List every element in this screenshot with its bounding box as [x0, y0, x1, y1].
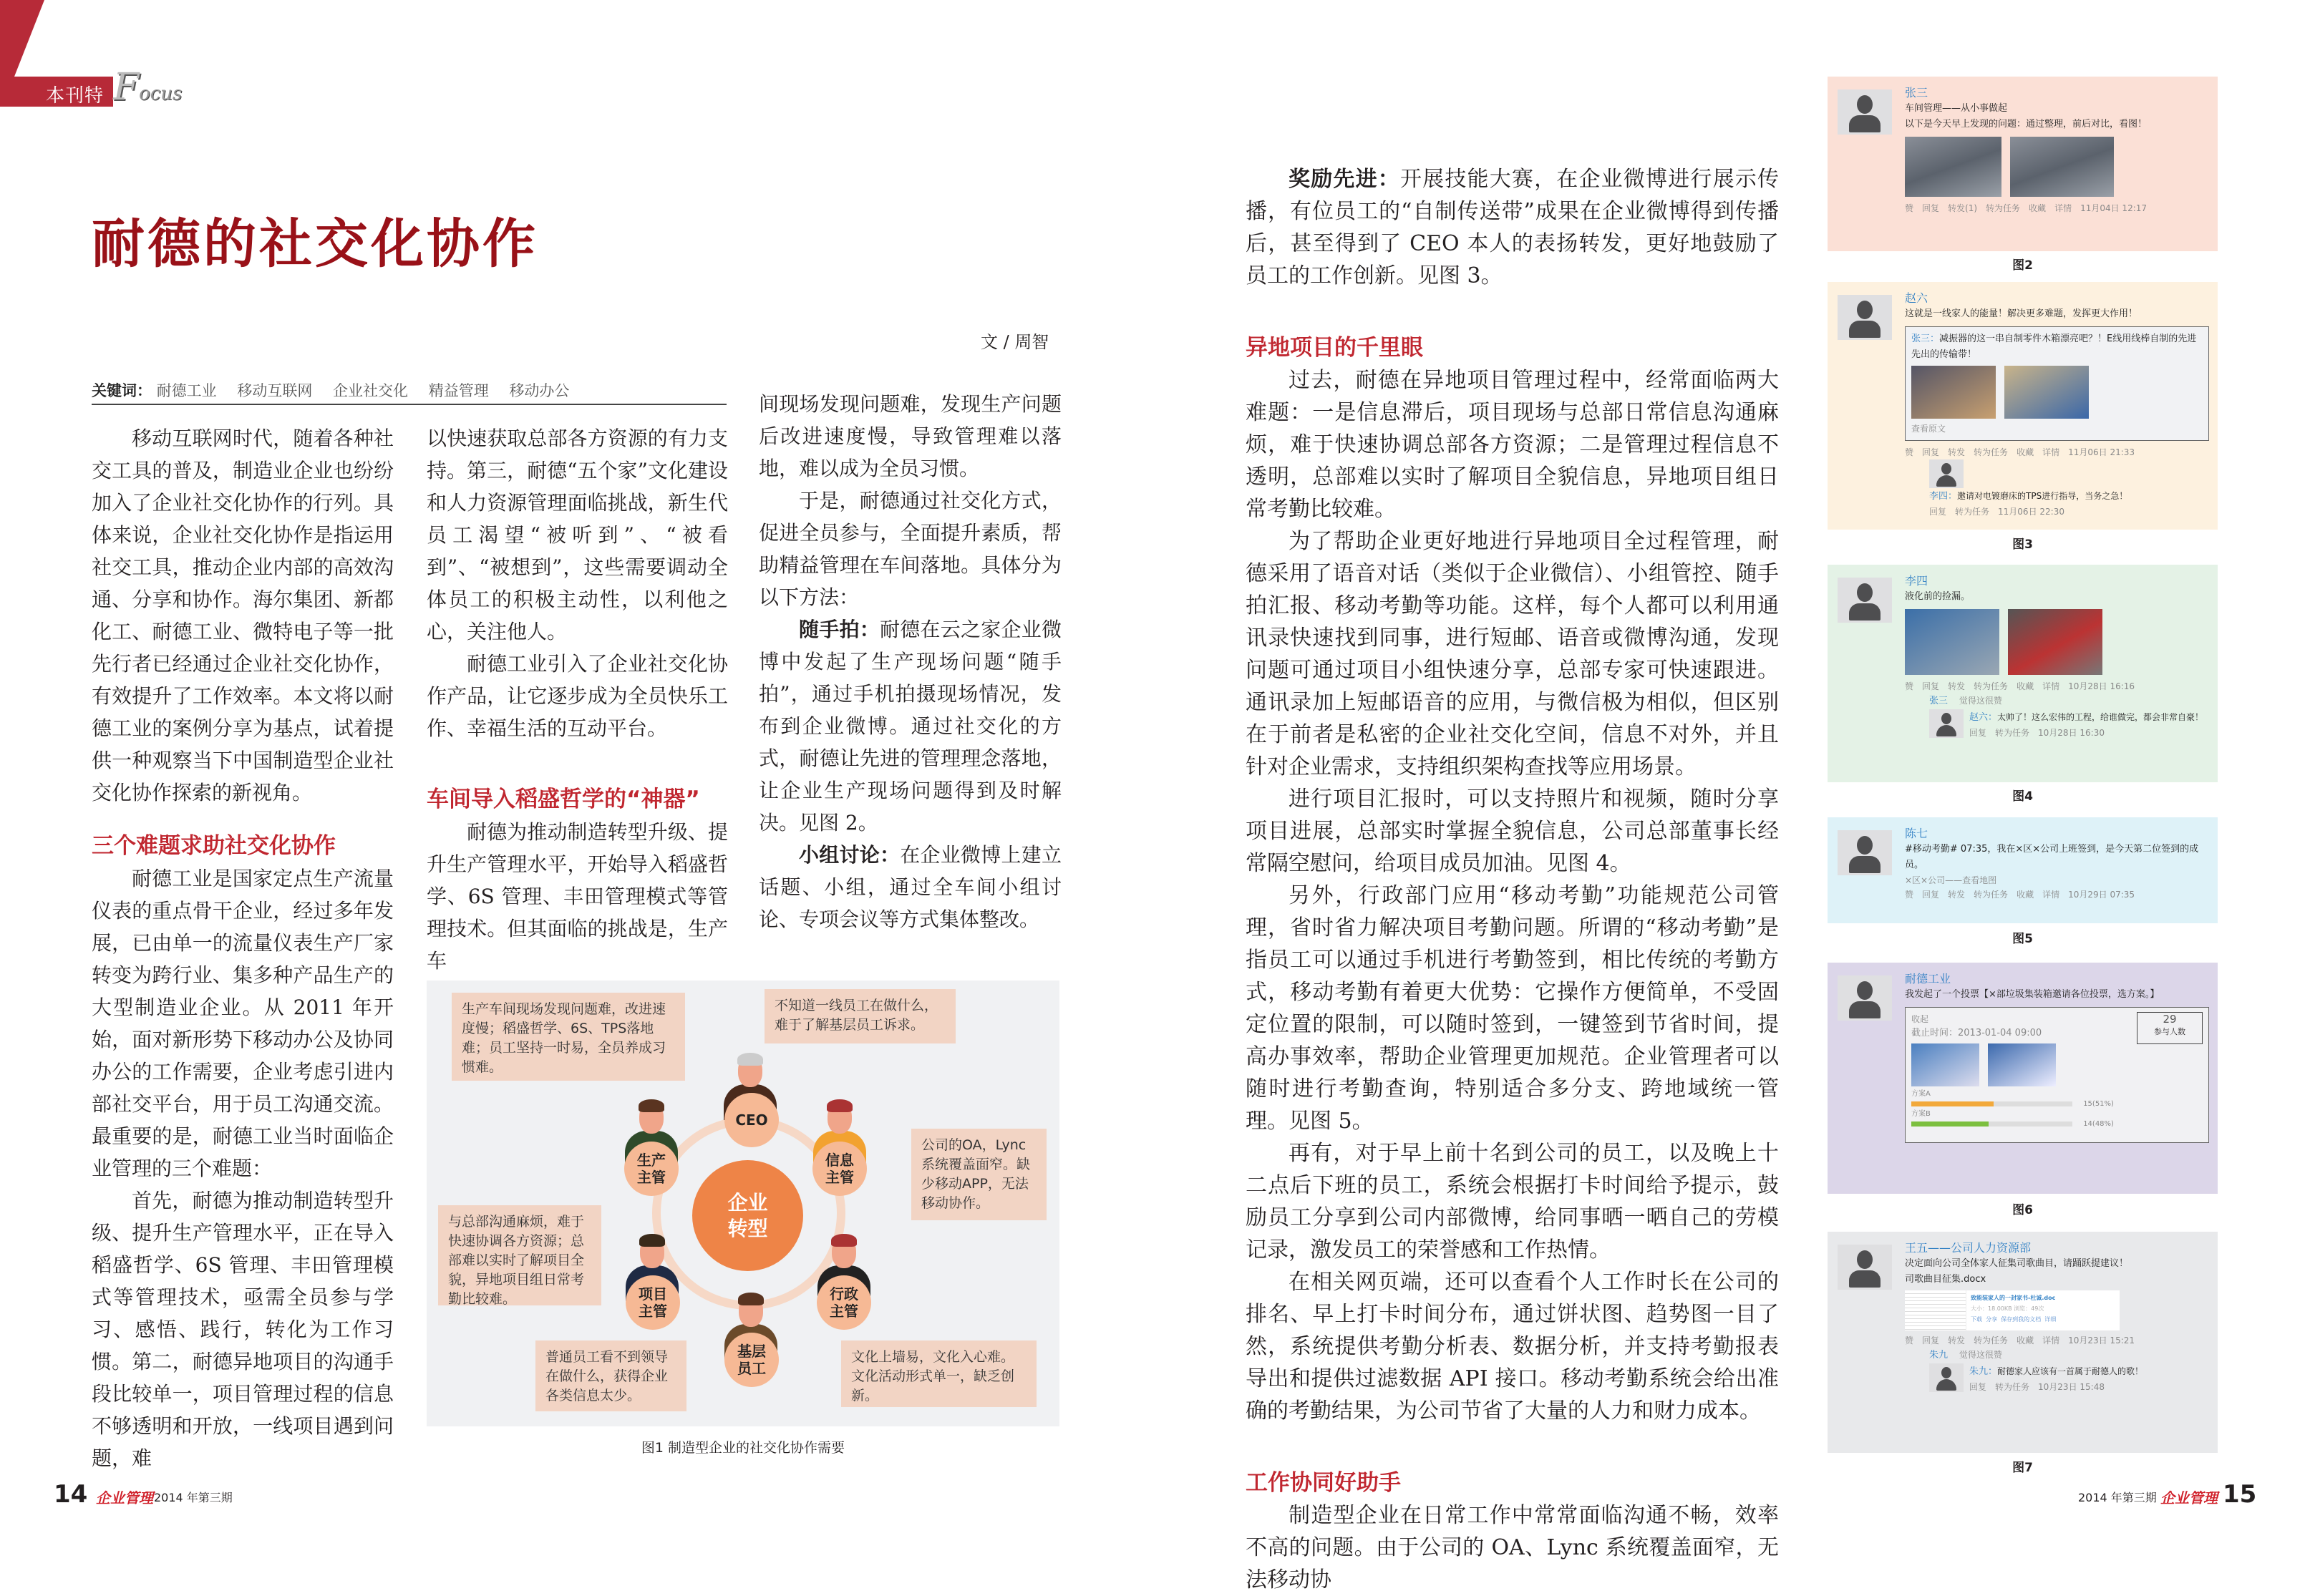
post-text: 我发起了一个投票【×部垃圾集装箱邀请各位投票，选方案。】 [1905, 989, 2160, 1000]
node-staff: 基层 员工 [724, 1333, 779, 1387]
column-1 [92, 422, 394, 1474]
like-link[interactable]: 赞 [1905, 203, 1914, 213]
reply-author[interactable]: 李四： [1929, 491, 1958, 502]
to-task-link[interactable]: 转为任务 [1974, 447, 2009, 457]
avatar [1838, 578, 1892, 623]
post-text: 以下是今天早上发现的问题：通过整理，前后对比，看图！ [1905, 119, 2148, 130]
post-text: 决定面向公司全体家人征集司歌曲目，请踊跃提建议！ [1905, 1258, 2129, 1269]
paragraph-text: 在企业微博上建立话题、小组，通过全车间小组讨论、专项会议等方式集体整改。 [759, 843, 1062, 931]
detail-link[interactable]: 详情 [2042, 890, 2060, 900]
reply-link[interactable]: 回复 [1922, 1335, 1940, 1346]
liked-text: 觉得这很赞 [1959, 1350, 2002, 1360]
column-3 [759, 388, 1062, 935]
photo[interactable] [1911, 1043, 1979, 1086]
callout-admin: 文化上墙易，文化入心难。文化活动形式单一，缺乏创新。 [841, 1340, 1037, 1407]
figure-2-post [1828, 77, 2218, 251]
paragraph: 首先，耐德为推动制造转型升级、提升生产管理水平，正在导入稻盛哲学、6S 管理、丰田管理模式等管理技术，亟需全员参与学习、感悟、践行，转化为工作习惯。第二，耐德异地项目的沟通手段比较单一，项目管理过程的信息不够透明和开放，一线项目遇到问题，难 [92, 1189, 394, 1470]
paragraph: 间现场发现问题难，发现生产问题后改进速度慢，导致管理难以落地，难以成为全员习惯。 [759, 392, 1062, 480]
forward-link[interactable]: 转发 [1948, 1335, 1966, 1346]
figure-4-post [1828, 565, 2218, 782]
paragraph [1246, 163, 1779, 292]
to-task-link[interactable]: 转为任务 [1986, 203, 2021, 213]
favorite-link[interactable]: 收藏 [2017, 1335, 2034, 1346]
avatar [1838, 830, 1892, 875]
poll-option-label: 方案B [1911, 1110, 1931, 1118]
post-author[interactable]: 耐德工业 [1905, 972, 1951, 986]
column-2 [427, 422, 728, 977]
callout-staff: 普通员工看不到领导在做什么，获得企业各类信息太少。 [535, 1340, 686, 1411]
magazine-logo: 企业管理 [2160, 1489, 2218, 1507]
section-heading: 三个难题求助社交化协作 [92, 833, 336, 859]
right-column [1246, 163, 1779, 1596]
post-author[interactable]: 陈七 [1905, 827, 1928, 840]
reply-link[interactable]: 回复 [1922, 447, 1940, 457]
reply [1905, 709, 2209, 740]
article-title: 耐德的社交化协作 [92, 213, 538, 275]
poll-bar-fill [1911, 1101, 1994, 1106]
liker-name[interactable]: 张三 [1929, 696, 1949, 706]
post-text: 液化前的捡漏。 [1905, 591, 1971, 602]
forward-link[interactable]: 转发 [1948, 447, 1966, 457]
avatar [1929, 459, 1964, 488]
like-link[interactable]: 赞 [1905, 447, 1914, 457]
figure-label: 图2 [2012, 258, 2033, 273]
paragraph-text: 耐德在云之家企业微博中发起了生产现场问题“随手拍”，通过手机拍摄现场情况，发布到企业微博。通过社交化的方式，耐德让先进的管理理念落地，让企业生产现场问题得到及时解决。见图 2。 [759, 618, 1062, 835]
post-actions [1905, 1333, 2209, 1348]
timestamp: 10月23日 15:21 [2068, 1335, 2135, 1346]
avatar [1838, 89, 1892, 135]
download-link[interactable]: 下载 [1971, 1316, 1982, 1323]
avatar [1838, 1245, 1892, 1290]
timestamp: 10月28日 16:16 [2068, 681, 2135, 691]
details-link[interactable]: 详细 [2044, 1316, 2057, 1323]
location-link[interactable]: ×区×公司——查看地图 [1905, 875, 1997, 885]
detail-link[interactable]: 详情 [2042, 447, 2060, 457]
callout-production: 生产车间现场发现问题难，改进速度慢；稻盛哲学、6S、TPS落地难；员工坚持一时易，全员养成习惯难。 [452, 993, 685, 1081]
save-link[interactable]: 保存到我的文档 [2001, 1316, 2042, 1323]
keyword: 精益管理 [428, 382, 489, 399]
magazine-logo: 企业管理 [96, 1489, 153, 1507]
forward-link[interactable]: 转发(1) [1948, 203, 1978, 213]
participant-count: 29 参与人数 [2137, 1012, 2203, 1044]
like-link[interactable]: 赞 [1905, 1335, 1914, 1346]
post-author[interactable]: 王五——公司人力资源部 [1905, 1241, 2032, 1255]
paragraph: 再有，对于早上前十名到公司的员工，以及晚上十二点后下班的员工，系统会根据打卡时间给予提示，鼓励员工分享到公司内部微博，给同事晒一晒自己的劳模记录，激发员工的荣誉感和工作热情。 [1246, 1141, 1779, 1262]
favorite-link[interactable]: 收藏 [2017, 890, 2034, 900]
callout-project: 与总部沟通麻烦，难于快速协调各方资源；总部难以实时了解项目全貌，异地项目组日常考勤比较难。 [438, 1205, 601, 1305]
paragraph: 为了帮助企业更好地进行异地项目全过程管理，耐德采用了语音对话（类似于企业微信）、小组管控、随手拍汇报、移动考勤等功能。这样，每个人都可以利用通讯录快速找到同事，进行短邮、语音或微博沟通，发现问题可通过项目小组快速分享，总部专家可快速跟进。通讯录加上短邮语音的应用，与微信极为相似，但区别在于前者是私密的企业社交化空间，信息不对外，并且针对企业需求，支持组织架构查找等应用场景。 [1246, 529, 1779, 779]
post-author[interactable]: 张三 [1905, 86, 1928, 99]
post-text: #移动考勤# 07:35，我在×区×公司上班签到，是今天第二位签到的成员。 [1905, 844, 2199, 870]
like-link[interactable]: 赞 [1905, 890, 1914, 900]
page-number-left: 14 [54, 1480, 88, 1509]
reply-link[interactable]: 回复 [1922, 203, 1940, 213]
figure-label: 图6 [2012, 1203, 2033, 1217]
favorite-link[interactable]: 收藏 [2017, 447, 2034, 457]
paragraph: 耐德工业是国家定点生产流量仪表的重点骨干企业，经过多年发展，已由单一的流量仪表生产厂家转变为跨行业、集多种产品生产的大型制造业企业。从 2011 年开始，面对新形势下移动办公及协同办公的工作需要，企业考虑引进内部社交平台，用于员工沟通交流。最重要的是，耐德工业当时面临企业管理的三个难题： [92, 867, 394, 1180]
node-info-manager: 信息 主管 [812, 1142, 867, 1196]
to-task-link[interactable]: 转为任务 [1974, 681, 2009, 691]
figure-label: 图3 [2012, 537, 2033, 552]
photo[interactable] [1905, 609, 1999, 675]
poll-bar-fill [1911, 1121, 1989, 1127]
detail-link[interactable]: 详情 [2042, 1335, 2060, 1346]
keywords-label: 关键词： [92, 382, 152, 399]
detail-link[interactable]: 详情 [2054, 203, 2072, 213]
callout-ceo: 不知道一线员工在做什么，难于了解基层员工诉求。 [765, 989, 956, 1043]
paragraph [759, 839, 1062, 935]
timestamp: 10月29日 07:35 [2068, 890, 2135, 900]
timestamp: 11月06日 21:33 [2068, 447, 2135, 457]
reply-link[interactable]: 回复 [1969, 1382, 1987, 1392]
figure-label: 图4 [2012, 789, 2033, 804]
figure-3-post [1828, 282, 2218, 530]
issue-label: 2014 年第三期 [154, 1491, 233, 1504]
paragraph: 进行项目汇报时，可以支持照片和视频，随时分享项目进展，总部实时掌握全貌信息，公司总部董事长经常隔空慰问，给项目成员加油。见图 4。 [1246, 787, 1779, 876]
quoted-author[interactable]: 张三： [1911, 334, 1940, 344]
bold-lead: 小组讨论： [799, 843, 901, 867]
reply [1905, 459, 2209, 519]
issue-label: 2014 年第三期 [2078, 1491, 2157, 1504]
avatar [1929, 709, 1964, 738]
post-actions [1905, 201, 2209, 215]
detail-link[interactable]: 详情 [2042, 681, 2060, 691]
reply-link[interactable]: 回复 [1922, 681, 1940, 691]
bold-lead: 奖励先进： [1289, 167, 1400, 192]
photo[interactable] [2010, 137, 2114, 197]
timestamp: 10月23日 15:48 [2038, 1382, 2105, 1392]
collapse-link[interactable]: 收起 [1911, 1014, 1929, 1024]
photo[interactable] [1988, 1043, 2056, 1086]
to-task-link[interactable]: 转为任务 [1995, 728, 2030, 738]
to-task-link[interactable]: 转为任务 [1955, 507, 1990, 517]
paragraph: 于是，耐德通过社交化方式，促进全员参与，全面提升素质，帮助精益管理在车间落地。具体分为以下方法： [759, 489, 1062, 609]
photo[interactable] [2004, 366, 2089, 419]
section-label: 本刊特稿 [0, 77, 113, 107]
document-meta: 大小：18.00KB 浏览：49次 [1971, 1305, 2044, 1312]
paragraph [759, 613, 1062, 839]
forward-link[interactable]: 转发 [1948, 890, 1966, 900]
share-link[interactable]: 分享 [1986, 1316, 1998, 1323]
quoted-post [1905, 326, 2209, 441]
poll [1905, 1007, 2209, 1143]
post-author[interactable]: 赵六 [1905, 291, 1928, 305]
bold-lead: 随手拍： [799, 618, 880, 641]
focus-logo: Focus [113, 66, 183, 109]
node-admin-manager: 行政 主管 [817, 1275, 871, 1330]
figure-1-diagram [427, 981, 1059, 1426]
paragraph: 耐德为推动制造转型升级、提升生产管理水平，开始导入稻盛哲学、6S 管理、丰田管理模式等管理技术。但其面临的挑战是，生产车 [427, 820, 728, 973]
keyword: 移动互联网 [237, 382, 313, 399]
timestamp: 11月04日 12:17 [2080, 203, 2148, 213]
keyword: 企业社交化 [333, 382, 409, 399]
post-text: 车间管理——从小事做起 [1905, 103, 2008, 114]
reply-author[interactable]: 朱九： [1969, 1366, 1998, 1377]
reply-text: 邀请对电镀磨床的TPS进行指导，当务之急！ [1957, 491, 2128, 501]
post-author[interactable]: 李四 [1905, 574, 1928, 588]
paragraph: 移动互联网时代，随着各种社交工具的普及，制造业企业也纷纷加入了企业社交化协作的行列。具体来说，企业社交化协作是指运用社交工具，推动企业内部的高效沟通、分享和协作。海尔集团、新都化工、耐德工业、微特电子等一批先行者已经通过企业社交化协作，有效提升了工作效率。本文将以耐德工业的案例分享为基点，试着提供一种观察当下中国制造型企业社交化协作探索的新视角。 [92, 427, 394, 804]
like-link[interactable]: 赞 [1905, 681, 1914, 691]
section-heading: 车间导入稻盛哲学的“神器” [427, 787, 700, 812]
figure-label: 图5 [2012, 932, 2033, 946]
post-actions [1905, 445, 2209, 459]
paragraph: 制造型企业在日常工作中常常面临沟通不畅，效率不高的问题。由于公司的 OA、Lync 系统覆盖面窄，无法移动协 [1246, 1503, 1779, 1592]
figure-5-post [1828, 817, 2218, 923]
forward-link[interactable]: 转发 [1948, 681, 1966, 691]
node-ceo: CEO [724, 1093, 779, 1147]
document-thumbnail [1905, 1290, 1966, 1330]
keywords [92, 379, 727, 405]
favorite-link[interactable]: 收藏 [2029, 203, 2047, 213]
reply-link[interactable]: 回复 [1969, 728, 1987, 738]
liked-text: 觉得这很赞 [1959, 696, 2002, 706]
timestamp: 11月06日 22:30 [1998, 507, 2064, 517]
reply-author[interactable]: 赵六： [1969, 712, 1998, 723]
poll-result: 14(48%) [2083, 1120, 2114, 1128]
poll-deadline: 截止时间：2013-01-04 09:00 [1911, 1028, 2042, 1038]
photo[interactable] [1911, 366, 1996, 419]
to-task-link[interactable]: 转为任务 [1974, 1335, 2009, 1346]
callout-info: 公司的OA，Lync系统覆盖面窄。缺少移动APP，无法移动协作。 [911, 1129, 1047, 1220]
post-actions [1905, 887, 2209, 902]
paragraph: 耐德工业引入了企业社交化协作产品，让它逐步成为全员快乐工作、幸福生活的互动平台。 [427, 652, 728, 740]
poll-result: 15(51%) [2083, 1100, 2114, 1108]
avatar [1929, 1363, 1964, 1392]
page-number-right: 15 [2223, 1480, 2257, 1509]
figure-6-post [1828, 963, 2218, 1194]
byline: 文 / 周智 [981, 332, 1049, 352]
photo[interactable] [1905, 137, 2001, 197]
poll-bar-a [1911, 1101, 2072, 1106]
photo[interactable] [2008, 609, 2102, 675]
keyword: 移动办公 [509, 382, 570, 399]
view-original-link[interactable]: 查看原文 [1911, 424, 1946, 434]
node-project-manager: 项目 主管 [626, 1275, 680, 1330]
figure-7-post [1828, 1232, 2218, 1453]
paragraph: 在相关网页端，还可以查看个人工作时长在公司的排名、早上打卡时间分布，通过饼状图、趋势图一目了然，系统提供考勤分析表、数据分析，并支持考勤报表导出和提供过滤数据 API 接口。移动考勤系统会给出准确的考勤结果，为公司节省了大量的人力和财力成本。 [1246, 1270, 1779, 1424]
figure-label: 图7 [2012, 1461, 2033, 1475]
reply-link[interactable]: 回复 [1922, 890, 1940, 900]
reply-link[interactable]: 回复 [1929, 507, 1947, 517]
liker-name[interactable]: 朱九 [1929, 1350, 1949, 1361]
node-production-manager: 生产 主管 [624, 1142, 679, 1196]
avatar [1838, 295, 1892, 340]
keyword: 耐德工业 [156, 382, 217, 399]
quoted-text: 减振器的这一串自制零件木箱漂亮吧？！E线用线棒自制的先进先出的传输带！ [1911, 334, 2197, 360]
paragraph: 以快速获取总部各方资源的有力支持。第三，耐德“五个家”文化建设和人力资源管理面临挑战，新生代员工渴望“被听到”、“被看到”、“被想到”，这些需要调动全体员工的积极主动性，以利他之心，关注他人。 [427, 427, 728, 643]
paragraph: 另外，行政部门应用“移动考勤”功能规范公司管理，省时省力解决项目考勤问题。所谓的“移动考勤”是指员工可以通过手机进行考勤签到，相比传统的考勤方式，移动考勤有着更大优势：它操作方便简单，不受固定位置的限制，可以随时签到，一键签到节省时间，提高办事效率，帮助企业管理更加规范。企业管理者可以随时进行考勤查询，特别适合多分支、跨地域统一管理。见图 5。 [1246, 883, 1779, 1134]
reply [1905, 1363, 2209, 1394]
document-title[interactable]: 致能装家人的一封家书-杜诚.doc [1971, 1295, 2056, 1301]
to-task-link[interactable]: 转为任务 [1974, 890, 2009, 900]
poll-bar-b [1911, 1121, 2072, 1127]
header-corner-decoration [0, 0, 14, 77]
paragraph-text: 开展技能大赛，在企业微博进行展示传播，有位员工的“自制传送带”成果在企业微博得到传播后，甚至得到了 CEO 本人的表扬转发，更好地鼓励了员工的工作创新。见图 3。 [1246, 167, 1780, 288]
section-heading: 工作协同好助手 [1246, 1470, 1401, 1496]
post-actions [1905, 679, 2209, 694]
header-corner-decoration [14, 0, 44, 77]
attachment-name[interactable]: 司歌曲目征集.docx [1905, 1274, 1986, 1285]
favorite-link[interactable]: 收藏 [2017, 681, 2034, 691]
poll-option-label: 方案A [1911, 1090, 1931, 1098]
reply-text: 耐德家人应该有一首属于耐德人的歌！ [1997, 1366, 2144, 1376]
timestamp: 10月28日 16:30 [2038, 728, 2105, 738]
section-heading: 异地项目的千里眼 [1246, 335, 1423, 361]
post-text: 这就是一线家人的能量！解决更多难题，发挥更大作用！ [1905, 308, 2138, 319]
to-task-link[interactable]: 转为任务 [1995, 1382, 2030, 1392]
paragraph: 过去，耐德在异地项目管理过程中，经常面临两大难题：一是信息滞后，项目现场与总部日常信息沟通麻烦，难于快速协调总部各方资源；二是管理过程信息不透明，总部难以实时了解项目全貌信息，异地项目组日常考勤比较难。 [1246, 368, 1779, 522]
figure-1-caption: 图1 制造型企业的社交化协作需要 [641, 1440, 845, 1456]
document-preview[interactable] [1905, 1290, 2120, 1330]
avatar [1838, 975, 1892, 1021]
center-circle: 企业 转型 [692, 1160, 803, 1271]
reply-text: 太帅了！这么宏伟的工程，给谁做完，都会非常自豪！ [1997, 712, 2204, 722]
